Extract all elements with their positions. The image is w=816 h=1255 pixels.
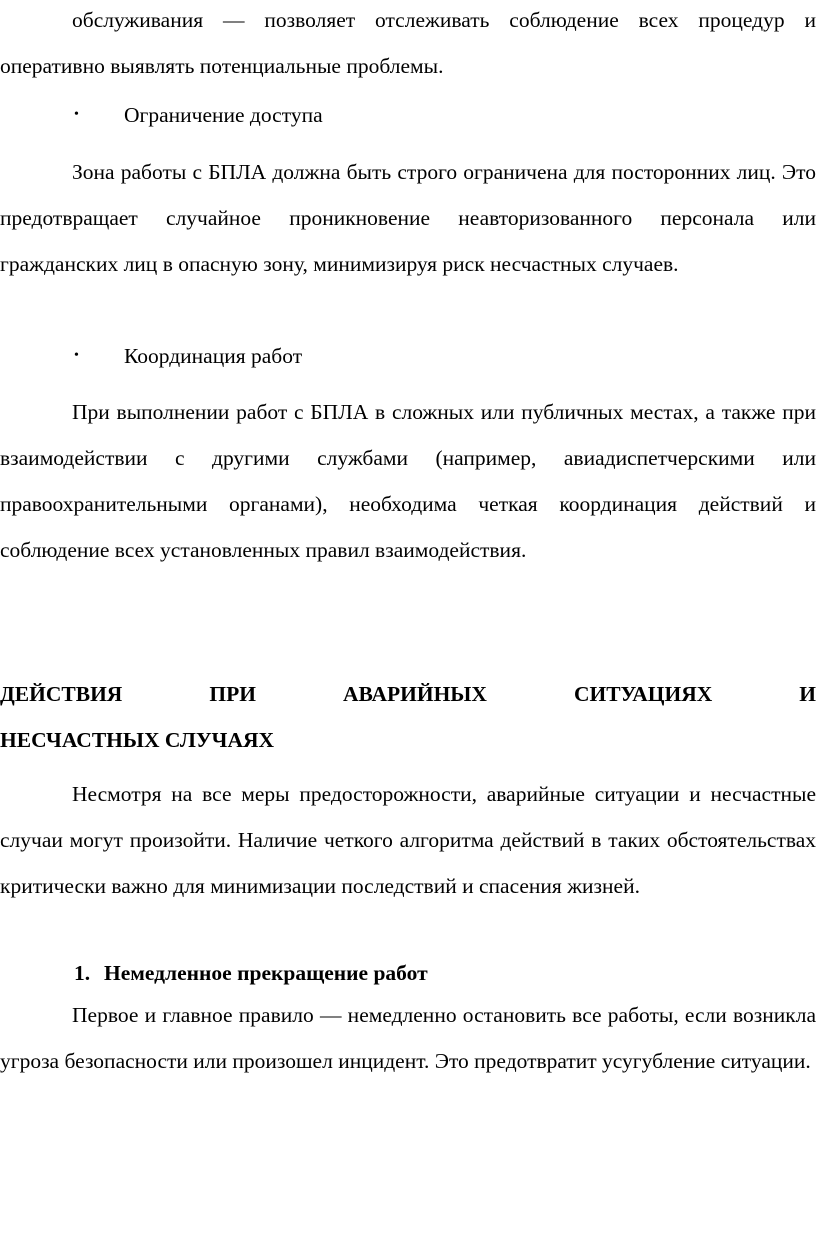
section-heading <box>0 671 816 763</box>
bullet-icon: • <box>74 348 79 363</box>
paragraph-emergency: Несмотря на все меры предосторожности, аварийные ситуации и несчастные случаи могут произойти. Наличие четкого алгоритма действий в таких обстоятельствах критически важно для минимизации последствий и спасения жизней. <box>0 782 816 898</box>
paragraph-access: Зона работы с БПЛА должна быть строго ограничена для посторонних лиц. Это предотвращает случайное проникновение неавторизованного персонала или гражданских лиц в опасную зону, минимизируя риск несчастных случаев. <box>0 160 816 276</box>
bullet-label-access: Ограничение доступа <box>124 103 323 127</box>
bullet-icon: • <box>74 107 79 122</box>
heading-line-2: НЕСЧАСТНЫХ СЛУЧАЯХ <box>0 728 275 752</box>
heading-line-1: ДЕЙСТВИЯ ПРИ АВАРИЙНЫХ СИТУАЦИЯХ И <box>0 682 816 706</box>
bullet-label-coordination: Координация работ <box>124 344 303 368</box>
item-title: Немедленное прекращение работ <box>104 961 428 985</box>
paragraph-intro: обслуживания — позволяет отслеживать соблюдение всех процедур и оперативно выявлять потенциальные проблемы. <box>0 8 816 78</box>
paragraph-stop-work: Первое и главное правило — немедленно остановить все работы, если возникла угроза безопасности или произошел инцидент. Это предотвратит усугубление ситуации. <box>0 1003 816 1073</box>
paragraph-coordination: При выполнении работ с БПЛА в сложных или публичных местах, а также при взаимодействии с другими службами (например, авиадиспетчерскими или правоохранительными органами), необходима четкая координация действий и соблюдение всех установленных правил взаимодействия. <box>0 400 816 562</box>
item-number: 1. <box>74 961 91 985</box>
